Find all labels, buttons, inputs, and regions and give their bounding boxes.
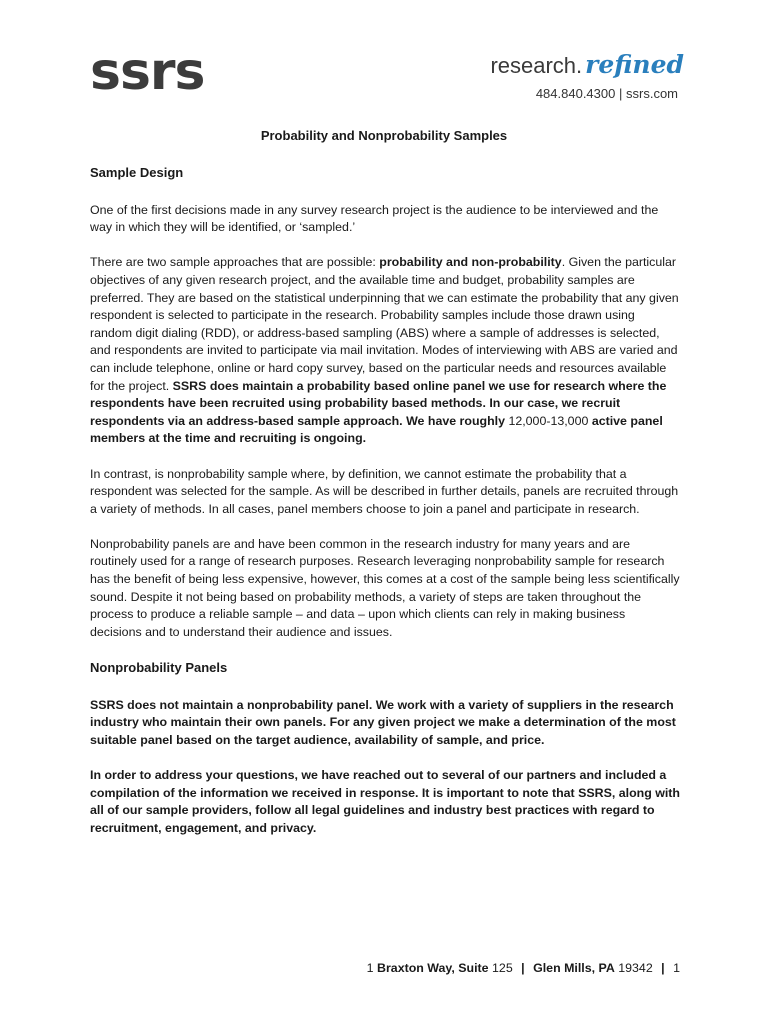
contact-separator: |: [618, 86, 623, 101]
paragraph-no-panel: SSRS does not maintain a nonprobability panel. We work with a variety of suppliers in the research industry who maintain their own panels. For any given project we make a determination of the most suitable panel based on the target audience, availability of sample, and price.: [90, 697, 676, 747]
website-link[interactable]: ssrs.com: [626, 86, 678, 101]
phone-number: 484.840.4300: [535, 86, 616, 101]
heading-sample-design: Sample Design: [90, 165, 184, 180]
contact-line: [490, 86, 684, 101]
heading-nonprobability-panels: Nonprobability Panels: [90, 660, 228, 676]
paragraph-contrast: In contrast, is nonprobability sample where, by definition, we cannot estimate the probability that a respondent was selected for the sample. As will be described in further details, panels are recruited through a variety of methods. In all cases, panel members choose to join a panel and participate in research.: [90, 466, 679, 516]
page-number: 1: [673, 961, 680, 975]
paragraph-partners: In order to address your questions, we have reached out to several of our partners and included a compilation of the information we received in response. It is important to note that SSRS, along with all of our sample providers, follow all legal guidelines and industry best practices with regard to recruitment, engagement, and privacy.: [90, 768, 680, 835]
tagline: [490, 52, 684, 77]
approaches-body: . Given the particular objectives of any given research project, and the available time and budget, probability samples are preferred. They are based on the statistical underpinning that we can estimate the probability that any given respondent is selected to participate in the research. Probability samples include those drawn using random digit dialing (RDD), or address-based sampling (ABS) where a sample of addresses is selected, and respondents are invited to participate via mail invitation. Modes of interviewing with ABS are varied and can include telephone, online or hard copy survey, based on the particular needs and resources available for the project.: [90, 255, 679, 393]
footer-separator-2: |: [661, 961, 665, 975]
footer-street: Braxton Way, Suite: [377, 961, 489, 975]
brand-block: [490, 52, 684, 101]
page-footer: [367, 961, 680, 975]
document-title: Probability and Nonprobability Samples: [260, 128, 508, 143]
footer-suite: 125: [492, 961, 513, 975]
tagline-refined: refined: [585, 50, 684, 79]
ssrs-logo: ssrs: [90, 42, 205, 102]
approaches-intro: There are two sample approaches that are possible:: [90, 255, 380, 270]
paragraph-sample-approaches: [90, 254, 680, 448]
panel-statement-end: active panel members at the time and recruiting is ongoing.: [90, 413, 663, 446]
panel-member-count: 12,000-13,000: [508, 413, 589, 428]
footer-zip: 19342: [618, 961, 653, 975]
tagline-research: research.: [490, 53, 583, 78]
footer-separator: |: [521, 961, 525, 975]
document-body: [90, 164, 680, 855]
paragraph-nonprobability-common: Nonprobability panels are and have been common in the research industry for many years and are routinely used for a range of research purposes. Research leveraging nonprobability sample for research has the benefit of being less expensive, however, this comes at a cost of the sample being less scientifically sound. Despite it not being based on probability methods, a variety of steps are taken throughout the process to produce a reliable sample – and data – upon which clients can rely in making business decisions and to understand their audience and issues.: [90, 536, 680, 639]
footer-street-number: 1: [366, 961, 374, 975]
panel-statement: SSRS does maintain a probability based online panel we use for research where the respondents have been recruited using probability based methods. In our case, we recruit respondents via an address-based sample approach. We have roughly: [90, 378, 667, 428]
footer-city: Glen Mills, PA: [533, 961, 615, 975]
paragraph-first-decisions: One of the first decisions made in any survey research project is the audience to be interviewed and the way in which they will be identified, or ‘sampled.’: [90, 202, 659, 235]
approaches-emphasis: probability and non-probability: [379, 255, 562, 270]
